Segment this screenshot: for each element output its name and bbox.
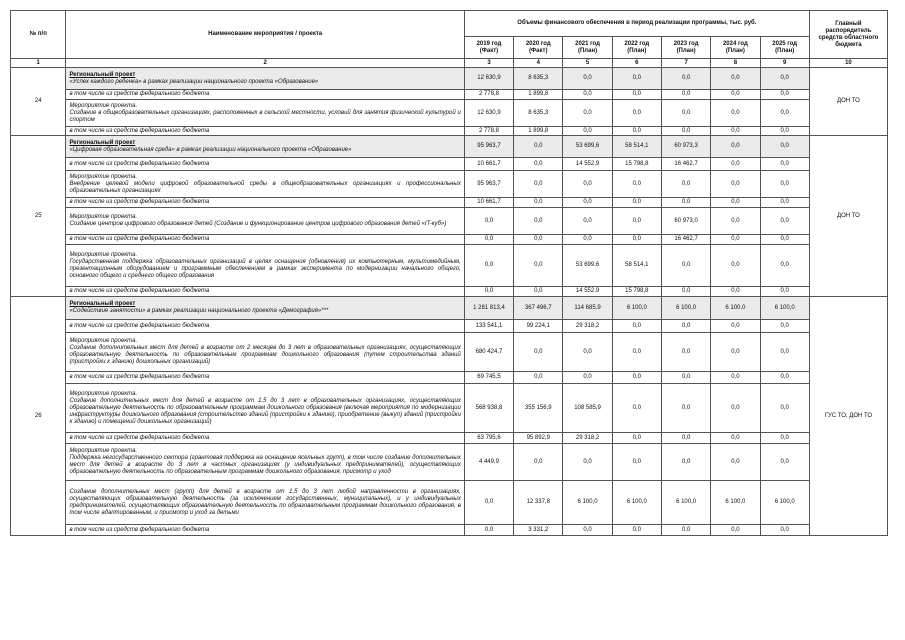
measure-description: [66, 444, 464, 481]
row-text: Внедрение целевой модели цифровой образовательной среды в общеобразовательных организациях и профессиональных образовательных организациях: [69, 180, 461, 194]
value-cell: 95 963,7: [464, 136, 513, 158]
value-cell: 2 778,8: [464, 90, 513, 100]
value-cell: 12 630,9: [464, 68, 513, 90]
federal-budget-note: [66, 287, 464, 297]
value-cell: 0,0: [563, 444, 612, 481]
value-cell: 99 224,1: [514, 320, 563, 333]
measure-description: [66, 100, 464, 127]
value-cell: 0,0: [612, 333, 661, 372]
federal-budget-note: [66, 372, 464, 384]
header-year-label: 2019 год: [476, 40, 502, 47]
budget-manager: ГУС ТО, ДОН ТО: [809, 297, 887, 536]
table-row: [11, 320, 888, 333]
value-cell: 0,0: [711, 68, 760, 90]
row-text: в том числе из средств федерального бюджета: [69, 434, 210, 441]
value-cell: 0,0: [563, 127, 612, 136]
value-cell: 133 541,1: [464, 320, 513, 333]
value-cell: 0,0: [612, 433, 661, 444]
value-cell: 0,0: [661, 127, 710, 136]
table-body: [11, 68, 888, 536]
value-cell: 0,0: [612, 68, 661, 90]
value-cell: 367 496,7: [514, 297, 563, 320]
value-cell: 0,0: [760, 287, 809, 297]
value-cell: 0,0: [760, 90, 809, 100]
value-cell: 12 630,9: [464, 100, 513, 127]
value-cell: 63 795,6: [464, 433, 513, 444]
value-cell: 0,0: [711, 158, 760, 171]
header-year-type: (План): [725, 47, 745, 54]
value-cell: 60 973,3: [661, 136, 710, 158]
header-year-label: 2023 год: [673, 40, 699, 47]
table-row: [11, 235, 888, 245]
row-text: в том числе из средств федерального бюджета: [69, 199, 210, 205]
value-cell: 0,0: [661, 198, 710, 208]
value-cell: 0,0: [514, 287, 563, 297]
value-cell: 58 514,1: [612, 136, 661, 158]
federal-budget-note: [66, 235, 464, 245]
value-cell: 0,0: [760, 433, 809, 444]
header-manager: Главный распорядитель средств областного бюджета: [809, 11, 887, 59]
value-cell: 0,0: [514, 198, 563, 208]
table-row: [11, 287, 888, 297]
table-row: [11, 245, 888, 287]
value-cell: 0,0: [711, 384, 760, 433]
value-cell: 0,0: [514, 208, 563, 235]
column-index-9: 9: [760, 59, 809, 68]
row-text: Создание дополнительных мест (групп) для детей в возрасте от 1,5 до 3 лет любой направленности в организациях, осуществляющих образовательную деятельность (за исключением государственных, муниципальных), и у индивидуальных предпринимателей, осуществляющих образовательную деятельность по образовательным программам дошкольного образования, в том числе адаптированным, и присмотр и уход за детьми: [69, 488, 461, 516]
value-cell: 0,0: [563, 333, 612, 372]
measure-title: Мероприятие проекта.: [69, 338, 138, 344]
header-year-label: 2025 год: [772, 40, 798, 47]
value-cell: 0,0: [711, 245, 760, 287]
table-row: [11, 372, 888, 384]
header-year-type: (План): [627, 47, 647, 54]
value-cell: 0,0: [612, 171, 661, 198]
header-name: Наименование мероприятия / проекта: [66, 11, 464, 59]
value-cell: 10 661,7: [464, 158, 513, 171]
table-row: [11, 433, 888, 444]
value-cell: 0,0: [760, 208, 809, 235]
table-row: [11, 127, 888, 136]
table-row: [11, 297, 888, 320]
value-cell: 14 552,9: [563, 158, 612, 171]
table-row: [11, 525, 888, 536]
table-row: [11, 68, 888, 90]
value-cell: 0,0: [760, 198, 809, 208]
value-cell: 4 449,9: [464, 444, 513, 481]
measure-description: [66, 245, 464, 287]
value-cell: 0,0: [760, 372, 809, 384]
column-index-5: 5: [563, 59, 612, 68]
value-cell: 0,0: [760, 235, 809, 245]
budget-table-page: [10, 10, 888, 536]
row-text: Государственная поддержка образовательных организаций в целях оснащения (обновления) их компьютерным, мультимедийным, презентационным оборудованием и программным обеспечением в рамках эксперимента по модернизации начального общего, основного общего и среднего общего образования: [69, 258, 461, 279]
value-cell: 0,0: [514, 333, 563, 372]
value-cell: 6 100,0: [711, 297, 760, 320]
table-row: [11, 384, 888, 433]
column-index-8: 8: [711, 59, 760, 68]
value-cell: 0,0: [760, 68, 809, 90]
header-year-5: [711, 37, 760, 59]
federal-budget-note: [66, 433, 464, 444]
value-cell: 53 699,6: [563, 136, 612, 158]
value-cell: 0,0: [711, 208, 760, 235]
value-cell: 568 938,8: [464, 384, 513, 433]
value-cell: 0,0: [464, 287, 513, 297]
table-row: [11, 100, 888, 127]
value-cell: 6 100,0: [760, 297, 809, 320]
value-cell: 0,0: [760, 100, 809, 127]
header-year-0: [464, 37, 513, 59]
value-cell: 6 100,0: [612, 481, 661, 525]
value-cell: 69 745,5: [464, 372, 513, 384]
federal-budget-note: [66, 481, 464, 525]
value-cell: 60 973,0: [661, 208, 710, 235]
budget-table: [10, 10, 888, 536]
value-cell: 12 337,8: [514, 481, 563, 525]
value-cell: 0,0: [661, 525, 710, 536]
header-year-3: [612, 37, 661, 59]
measure-title: Мероприятие проекта.: [69, 102, 138, 109]
value-cell: 0,0: [661, 320, 710, 333]
value-cell: 15 798,8: [612, 158, 661, 171]
value-cell: 0,0: [711, 287, 760, 297]
value-cell: 95 963,7: [464, 171, 513, 198]
header-year-1: [514, 37, 563, 59]
header-index-row: [11, 59, 888, 68]
value-cell: 0,0: [711, 136, 760, 158]
value-cell: 0,0: [711, 525, 760, 536]
value-cell: 0,0: [464, 208, 513, 235]
value-cell: 0,0: [661, 245, 710, 287]
value-cell: 0,0: [464, 481, 513, 525]
row-text: в том числе из средств федерального бюджета: [69, 288, 210, 294]
column-index-1: 1: [11, 59, 66, 68]
value-cell: 108 585,9: [563, 384, 612, 433]
row-text: в том числе из средств федерального бюджета: [69, 160, 210, 167]
value-cell: 0,0: [514, 245, 563, 287]
value-cell: 16 462,7: [661, 158, 710, 171]
row-text: в том числе из средств федерального бюджета: [69, 526, 210, 533]
value-cell: 0,0: [612, 127, 661, 136]
value-cell: 0,0: [760, 136, 809, 158]
value-cell: 0,0: [563, 68, 612, 90]
row-text: Создание в общеобразовательных организациях, расположенных в сельской местности, условий для занятия физической культурой и спортом: [69, 109, 461, 123]
row-text: Создание центров цифрового образования детей (Создание и функционирование центров цифрового образования детей «IT-куб»): [69, 221, 447, 227]
row-number: 26: [11, 297, 66, 536]
value-cell: 0,0: [760, 333, 809, 372]
value-cell: 0,0: [563, 525, 612, 536]
value-cell: 1 281 813,4: [464, 297, 513, 320]
value-cell: 0,0: [661, 333, 710, 372]
measure-description: [66, 208, 464, 235]
value-cell: 0,0: [563, 100, 612, 127]
value-cell: 0,0: [661, 444, 710, 481]
project-title: Региональный проект: [69, 71, 136, 78]
column-index-2: 2: [66, 59, 464, 68]
header-year-type: (План): [775, 47, 795, 54]
value-cell: 0,0: [563, 90, 612, 100]
value-cell: 0,0: [612, 444, 661, 481]
column-index-7: 7: [661, 59, 710, 68]
value-cell: 0,0: [464, 525, 513, 536]
header-year-label: 2022 год: [624, 40, 650, 47]
value-cell: 0,0: [661, 433, 710, 444]
value-cell: 0,0: [612, 100, 661, 127]
row-text: Создание дополнительных мест для детей в возрасте от 2 месяцев до 3 лет в образовательных организациях, осуществляющих образовательную деятельность по образовательным программам дошкольного образования (путем строительства зданий (пристройки к зданию) дошкольных организаций): [69, 345, 461, 365]
measure-description: [66, 297, 464, 320]
table-row: [11, 171, 888, 198]
value-cell: 0,0: [514, 235, 563, 245]
table-row: [11, 481, 888, 525]
column-index-6: 6: [612, 59, 661, 68]
value-cell: 58 514,1: [612, 245, 661, 287]
value-cell: 0,0: [760, 171, 809, 198]
value-cell: 0,0: [760, 127, 809, 136]
header-year-label: 2024 год: [722, 40, 748, 47]
value-cell: 3 331,2: [514, 525, 563, 536]
value-cell: 0,0: [514, 372, 563, 384]
column-index-3: 3: [464, 59, 513, 68]
value-cell: 29 318,2: [563, 320, 612, 333]
header-year-label: 2020 год: [525, 40, 551, 47]
value-cell: 0,0: [711, 235, 760, 245]
value-cell: 0,0: [711, 372, 760, 384]
federal-budget-note: [66, 320, 464, 333]
header-year-2: [563, 37, 612, 59]
value-cell: 0,0: [661, 90, 710, 100]
header-year-type: (План): [578, 47, 598, 54]
value-cell: 0,0: [711, 333, 760, 372]
header-year-label: 2021 год: [575, 40, 600, 47]
federal-budget-note: [66, 90, 464, 100]
value-cell: 95 892,9: [514, 433, 563, 444]
row-text: Создание дополнительных мест для детей в возрасте от 1,5 до 3 лет в образовательных организациях, осуществляющих образовательную деятельность по образовательным программам дошкольного образования (включая мероприятия по модернизации инфраструктуры дошкольного образования (строительство зданий (пристройки к зданию), приобретение (выкуп) зданий (пристройки к зданию) и помещений дошкольных организаций): [69, 397, 461, 425]
value-cell: 0,0: [661, 100, 710, 127]
value-cell: 0,0: [661, 372, 710, 384]
value-cell: 0,0: [563, 235, 612, 245]
table-row: [11, 158, 888, 171]
value-cell: 0,0: [760, 158, 809, 171]
value-cell: 0,0: [661, 287, 710, 297]
value-cell: 0,0: [563, 171, 612, 198]
value-cell: 1 899,8: [514, 127, 563, 136]
table-row: [11, 333, 888, 372]
value-cell: 0,0: [612, 525, 661, 536]
federal-budget-note: [66, 525, 464, 536]
value-cell: 6 100,0: [711, 481, 760, 525]
row-text: «Содействие занятости» в рамках реализации национального проекта «Демография»***: [69, 308, 329, 314]
measure-description: [66, 384, 464, 433]
row-text: в том числе из средств федерального бюджета: [69, 236, 210, 242]
measure-title: Мероприятие проекта.: [69, 448, 138, 454]
column-index-10: 10: [809, 59, 887, 68]
value-cell: 0,0: [760, 525, 809, 536]
value-cell: 0,0: [514, 444, 563, 481]
budget-manager: ДОН ТО: [809, 68, 887, 136]
value-cell: 0,0: [514, 136, 563, 158]
value-cell: 0,0: [612, 198, 661, 208]
value-cell: 0,0: [661, 171, 710, 198]
row-text: в том числе из средств федерального бюджета: [69, 322, 210, 329]
value-cell: 0,0: [760, 384, 809, 433]
value-cell: 0,0: [612, 235, 661, 245]
measure-description: [66, 136, 464, 158]
table-row: [11, 444, 888, 481]
measure-description: [66, 333, 464, 372]
value-cell: 0,0: [711, 171, 760, 198]
value-cell: 6 100,0: [661, 481, 710, 525]
value-cell: 0,0: [711, 90, 760, 100]
value-cell: 0,0: [711, 100, 760, 127]
table-row: [11, 90, 888, 100]
measure-description: [66, 68, 464, 90]
value-cell: 0,0: [612, 90, 661, 100]
row-text: «Успех каждого ребенка» в рамках реализации национального проекта «Образование»: [69, 78, 319, 85]
federal-budget-note: [66, 198, 464, 208]
header-year-type: (План): [676, 47, 696, 54]
federal-budget-note: [66, 127, 464, 136]
value-cell: 0,0: [464, 245, 513, 287]
value-cell: 680 424,7: [464, 333, 513, 372]
value-cell: 0,0: [760, 320, 809, 333]
value-cell: 0,0: [711, 320, 760, 333]
header-year-6: [760, 37, 809, 59]
header-year-4: [661, 37, 710, 59]
row-text: «Цифровая образовательная среда» в рамках реализации национального проекта «Образование»: [69, 146, 352, 153]
table-row: [11, 208, 888, 235]
value-cell: 0,0: [711, 433, 760, 444]
value-cell: 0,0: [760, 444, 809, 481]
value-cell: 16 462,7: [661, 235, 710, 245]
row-number: 25: [11, 136, 66, 297]
value-cell: 2 778,8: [464, 127, 513, 136]
table-row: [11, 198, 888, 208]
value-cell: 0,0: [612, 320, 661, 333]
value-cell: 355 156,9: [514, 384, 563, 433]
value-cell: 0,0: [760, 245, 809, 287]
value-cell: 6 100,0: [612, 297, 661, 320]
value-cell: 0,0: [661, 384, 710, 433]
value-cell: 0,0: [464, 235, 513, 245]
value-cell: 0,0: [711, 444, 760, 481]
value-cell: 0,0: [612, 208, 661, 235]
project-title: Региональный проект: [69, 139, 136, 146]
value-cell: 0,0: [612, 384, 661, 433]
value-cell: 0,0: [563, 372, 612, 384]
value-cell: 6 100,0: [563, 481, 612, 525]
measure-title: Мероприятие проекта.: [69, 173, 138, 180]
value-cell: 0,0: [563, 198, 612, 208]
value-cell: 0,0: [661, 68, 710, 90]
value-cell: 6 100,0: [661, 297, 710, 320]
header-number: № п/п: [11, 11, 66, 59]
value-cell: 0,0: [612, 372, 661, 384]
value-cell: 0,0: [711, 127, 760, 136]
measure-description: [66, 171, 464, 198]
value-cell: 114 685,9: [563, 297, 612, 320]
value-cell: 53 699,6: [563, 245, 612, 287]
measure-title: Мероприятие проекта.: [69, 251, 138, 258]
header-year-type: (Факт): [479, 47, 499, 54]
row-text: в том числе из средств федерального бюджета: [69, 374, 210, 380]
column-index-4: 4: [514, 59, 563, 68]
value-cell: 0,0: [563, 208, 612, 235]
header-year-type: (Факт): [529, 47, 548, 54]
row-text: Поддержка негосударственного сектора (грантовая поддержка на оснащение ясельных групп), в том числе создание дополнительных мест для детей в возрасте до 3 лет в частных организациях (у индивидуальных предпринимателей), осуществляющих образовательную деятельность по образовательным программам дошкольного образования, присмотр и уход: [69, 455, 461, 475]
value-cell: 29 318,2: [563, 433, 612, 444]
federal-budget-note: [66, 158, 464, 171]
value-cell: 1 899,8: [514, 90, 563, 100]
row-text: в том числе из средств федерального бюджета: [69, 91, 210, 97]
value-cell: 0,0: [514, 158, 563, 171]
budget-manager: ДОН ТО: [809, 136, 887, 297]
value-cell: 0,0: [514, 171, 563, 198]
table-row: [11, 136, 888, 158]
project-title: Региональный проект: [69, 301, 136, 307]
value-cell: 8 635,3: [514, 68, 563, 90]
row-number: 24: [11, 68, 66, 136]
measure-title: Мероприятие проекта.: [69, 390, 138, 397]
measure-title: Мероприятие проекта.: [69, 214, 138, 220]
value-cell: 14 552,9: [563, 287, 612, 297]
value-cell: 6 100,0: [760, 481, 809, 525]
value-cell: 0,0: [711, 198, 760, 208]
value-cell: 10 661,7: [464, 198, 513, 208]
header-volumes: Объемы финансового обеспечения в период реализации программы, тыс. руб.: [464, 11, 809, 37]
value-cell: 15 798,8: [612, 287, 661, 297]
row-text: в том числе из средств федерального бюджета: [69, 127, 210, 134]
value-cell: 8 635,3: [514, 100, 563, 127]
